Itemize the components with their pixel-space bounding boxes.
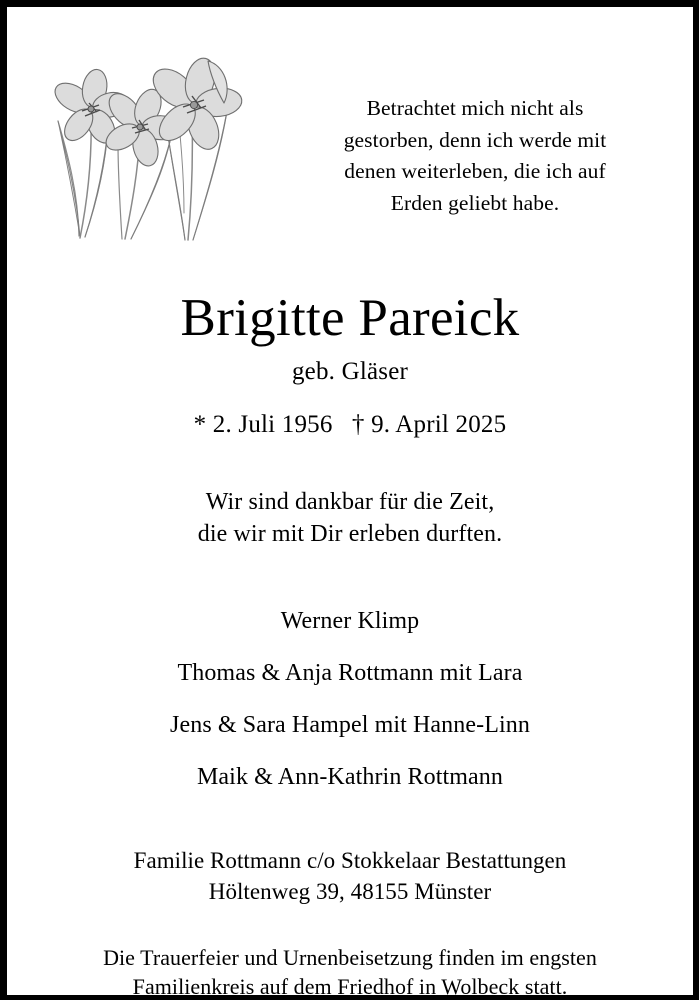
funeral-note-line: Die Trauerfeier und Urnenbeisetzung finden im engsten [103,945,597,971]
flower-illustration [32,33,254,245]
funeral-note [19,943,681,1000]
life-dates: * 2. Juli 1956 † 9. April 2025 [193,410,507,438]
mourner-entry: Thomas & Anja Rottmann mit Lara [177,660,523,687]
memorial-verse [19,486,681,552]
mourners-list [19,609,681,789]
verse-line: die wir mit Dir erleben durften. [197,521,503,548]
verse-line: Wir sind dankbar für die Zeit, [205,488,495,515]
mourner-entry: Jens & Sara Hampel mit Hanne-Linn [170,712,530,739]
funeral-note-line: Familienkreis auf dem Friedhof in Wolbeck statt. [132,974,568,1000]
mourner-entry: Werner Klimp [280,608,420,635]
epigraph-line: gestorben, denn ich werde mit [343,127,607,152]
header-area [19,19,681,247]
mourner-entry: Maik & Ann-Kathrin Rottmann [196,764,503,791]
contact-address [19,846,681,907]
maiden-name: geb. Gläser [291,358,409,386]
obituary-inner [7,7,693,1000]
deceased-name: Brigitte Pareick [180,289,520,347]
address-line: Familie Rottmann c/o Stokkelaar Bestattungen [133,848,567,874]
address-line: Höltenweg 39, 48155 Münster [208,878,492,904]
epigraph-line: Erden geliebt habe. [390,190,560,215]
name-block [19,291,681,386]
epigraph-line: Betrachtet mich nicht als [366,96,584,120]
epigraph [275,93,675,219]
epigraph-line: denen weiterleben, die ich auf [344,159,606,184]
